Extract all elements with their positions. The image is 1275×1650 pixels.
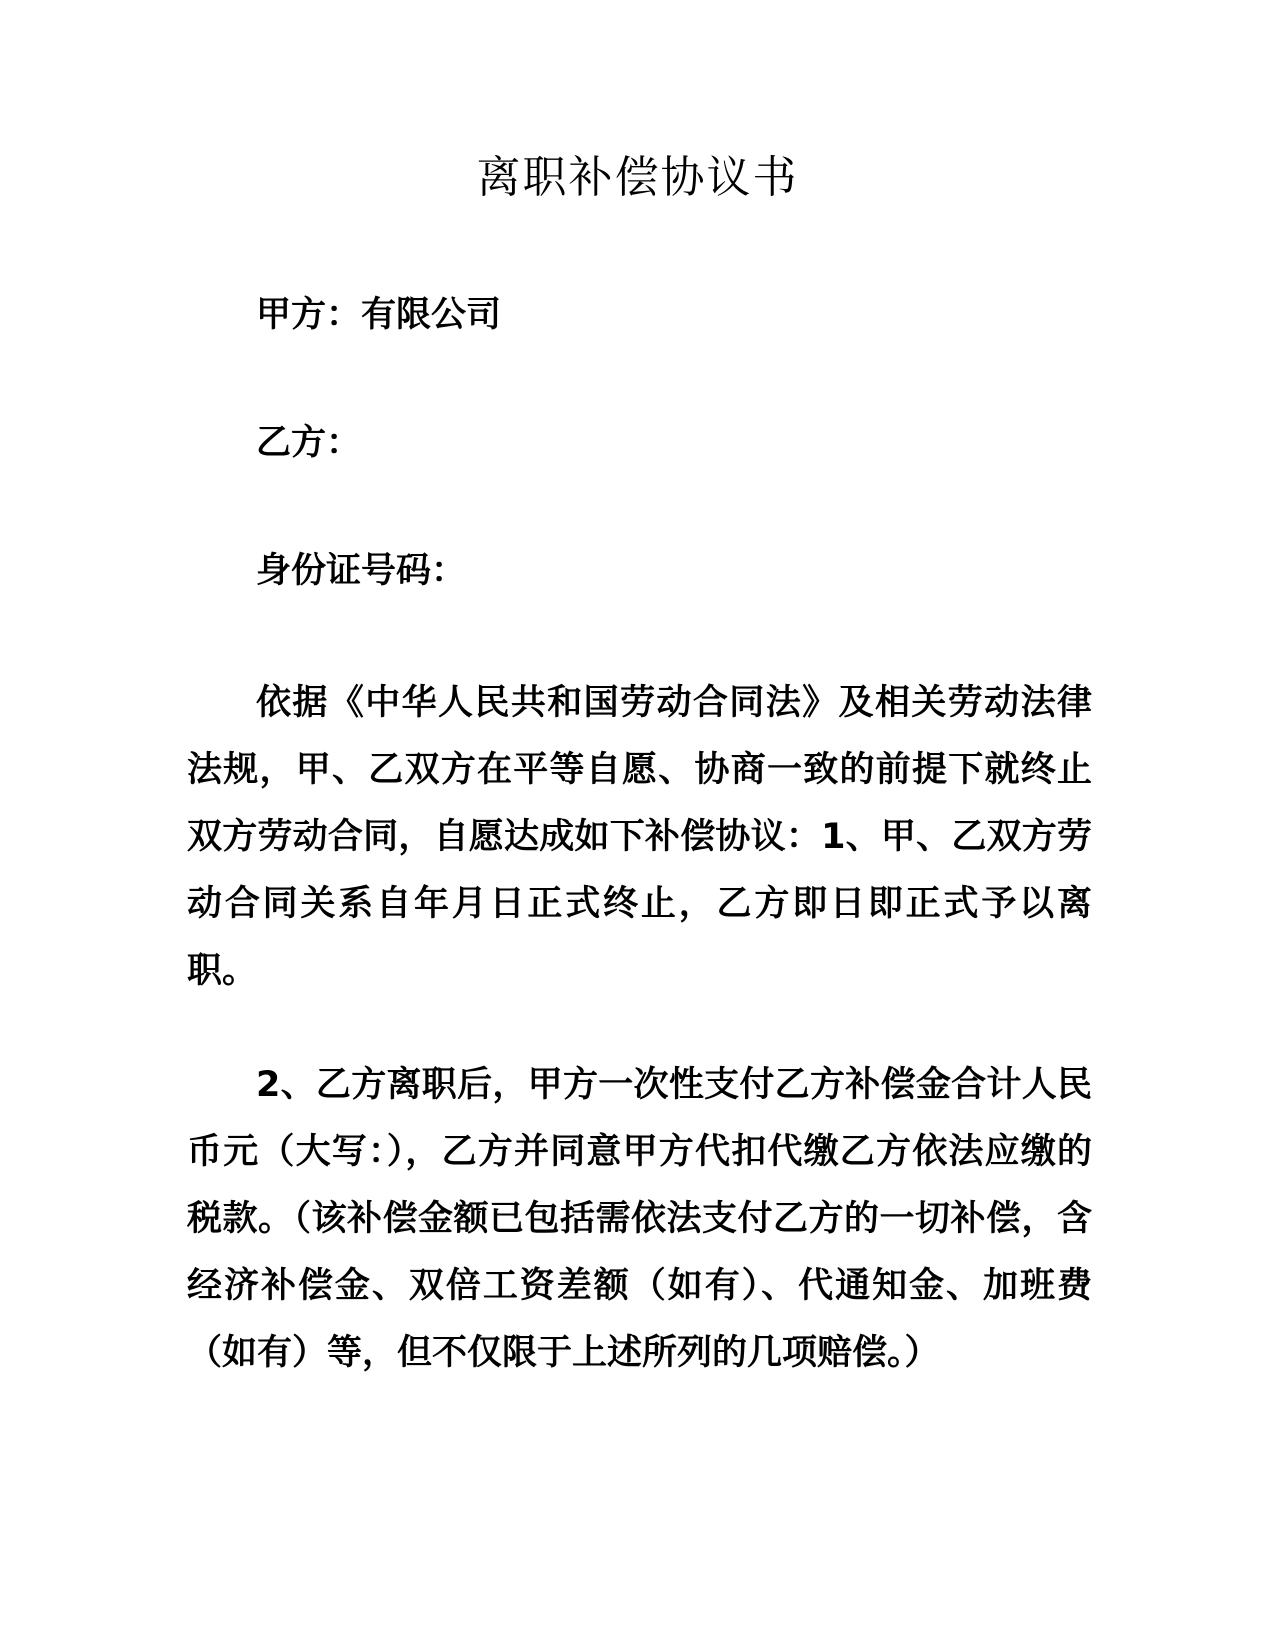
paragraph-2: 2、乙方离职后，甲方一次性支付乙方补偿金合计人民币元（大写：），乙方并同意甲方代扣代缴乙方依法应缴的税款。（该补偿金额已包括需依法支付乙方的一切补偿，含经济补偿金、双倍工资差额（如有）、代通知金、加班费（如有）等，但不仅限于上述所列的几项赔偿。） — [187, 1065, 1092, 1373]
document-title: 离职补偿协议书 — [476, 152, 799, 203]
party-b-line: 乙方： — [256, 423, 362, 463]
party-a-line: 甲方：有限公司 — [256, 295, 502, 335]
id-number-line: 身份证号码： — [256, 551, 467, 591]
paragraph-1: 依据《中华人民共和国劳动合同法》及相关劳动法律法规，甲、乙双方在平等自愿、协商一致的前提下就终止双方劳动合同，自愿达成如下补偿协议：1、甲、乙双方劳动合同关系自年月日正式终止，乙方即日即正式予以离职。 — [187, 683, 1092, 991]
